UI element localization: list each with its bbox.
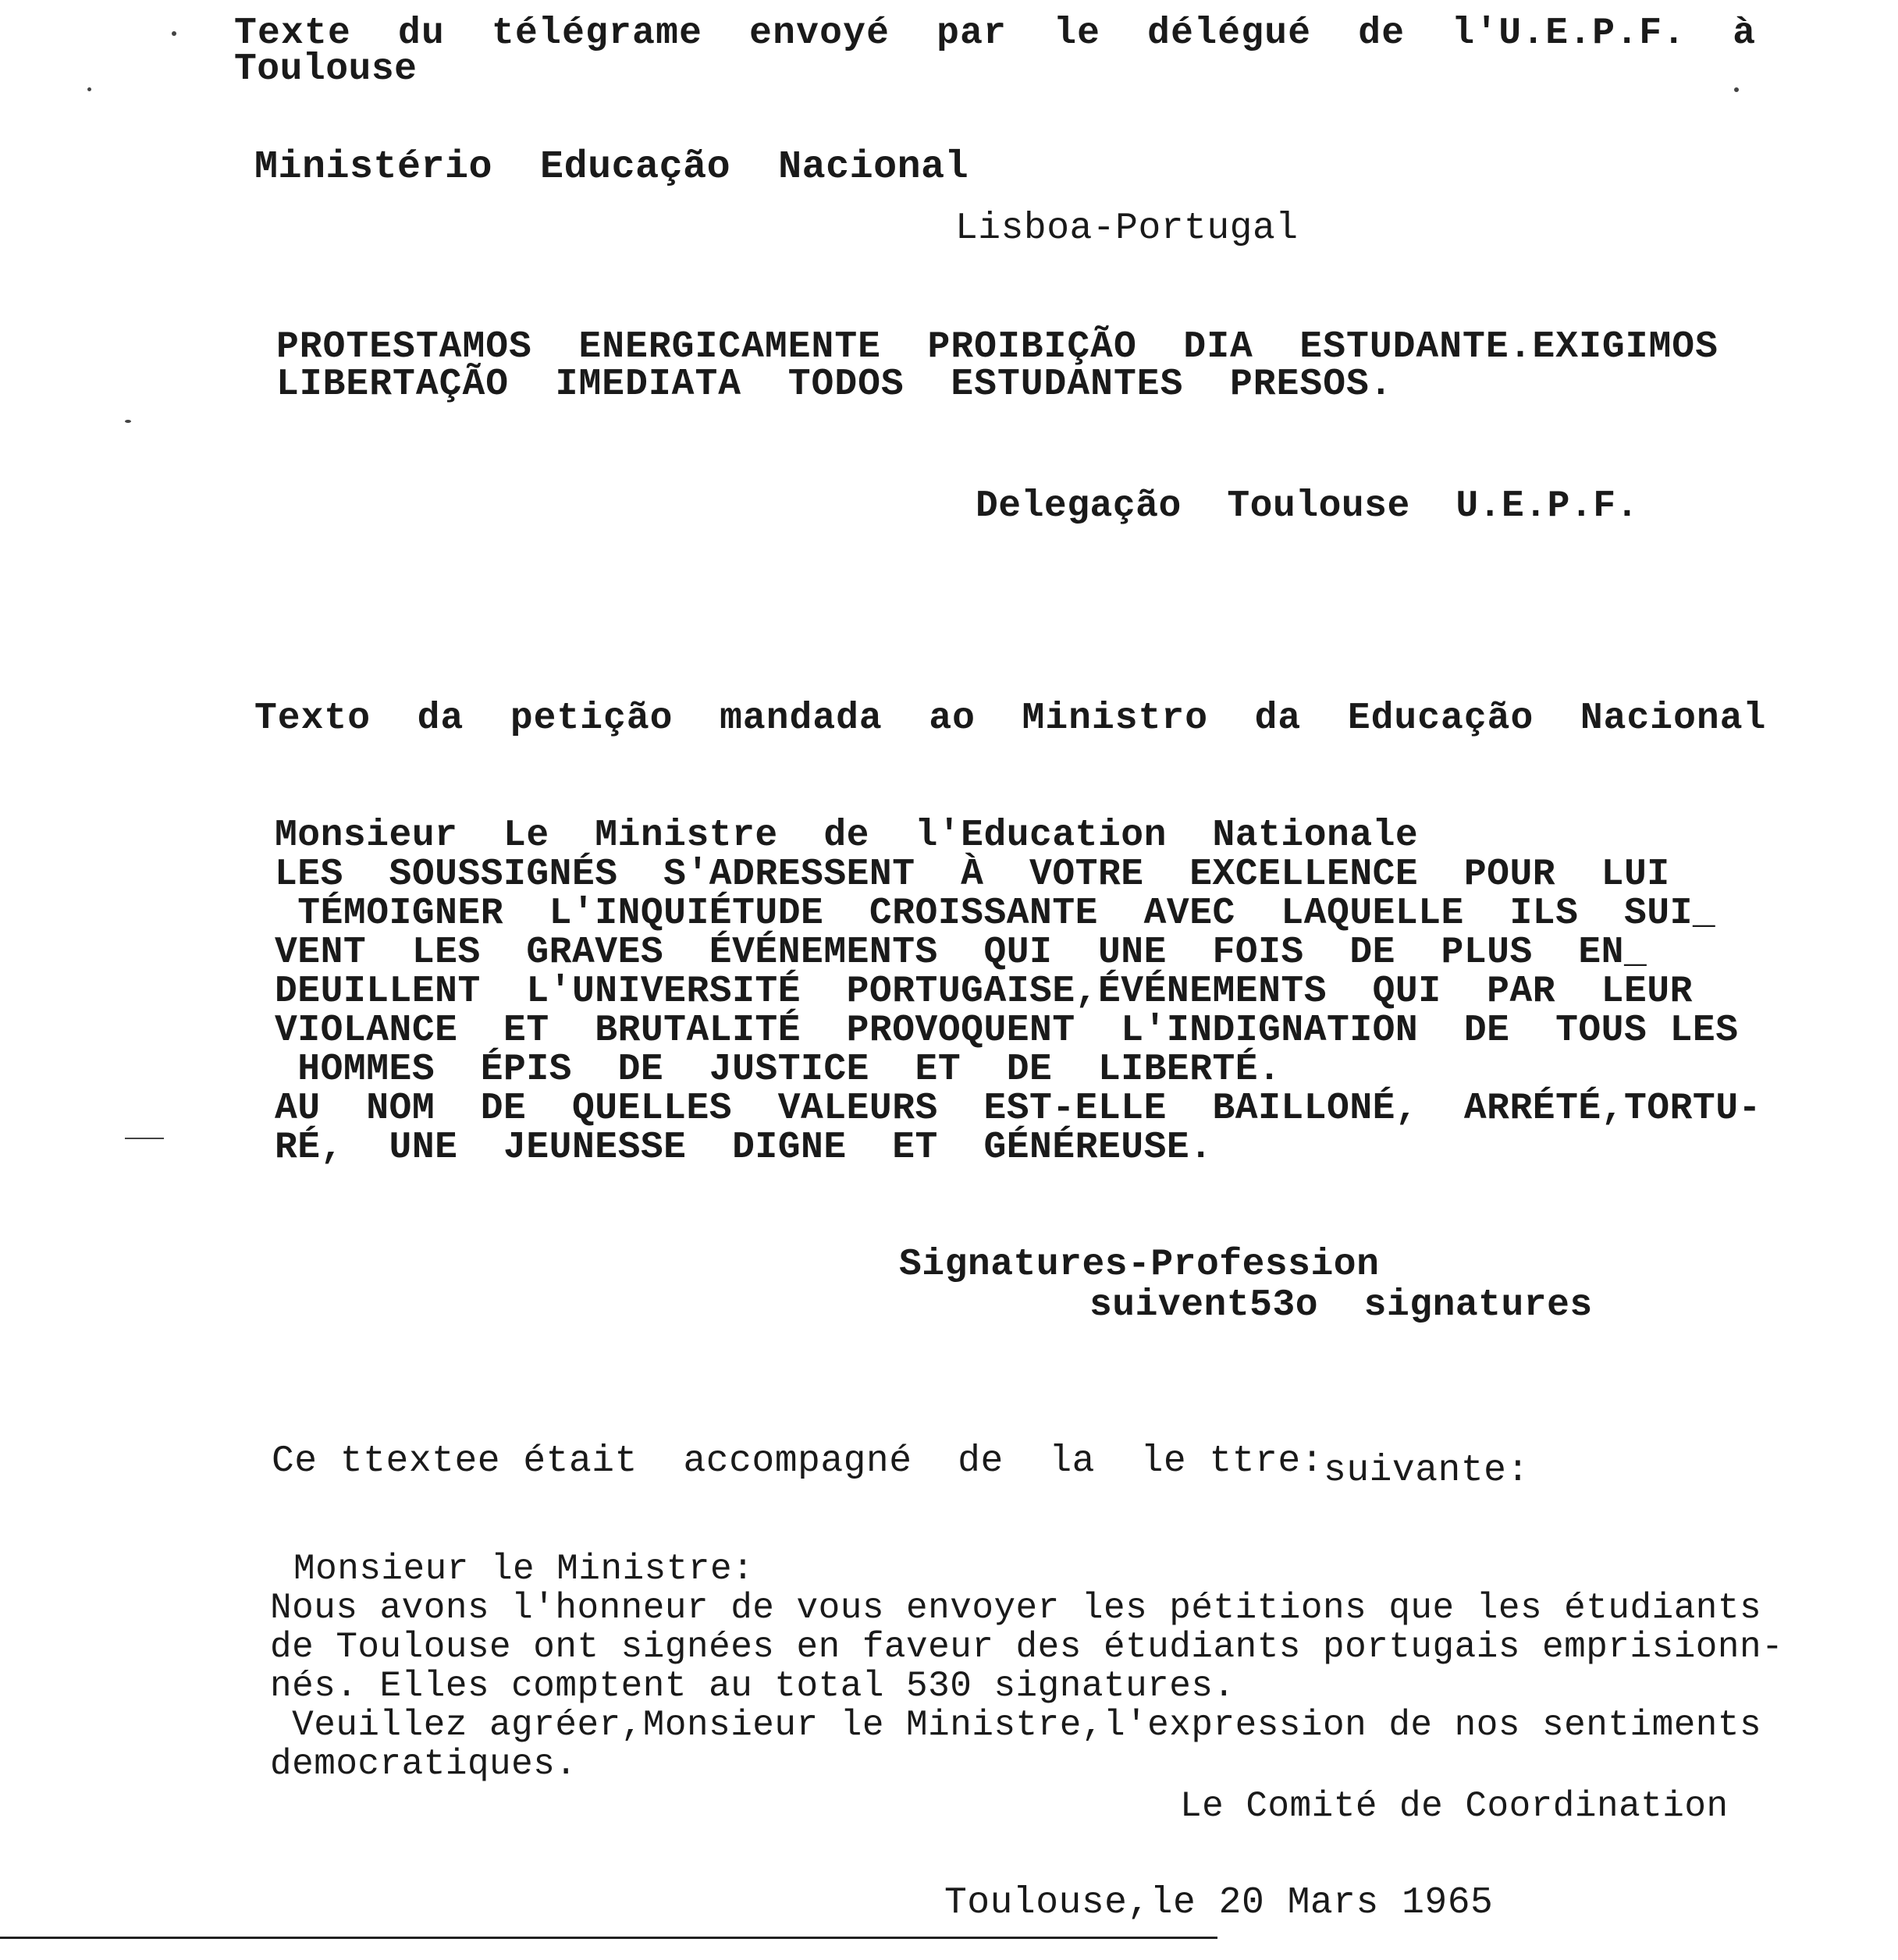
- petition-line: HOMMES ÉPIS DE JUSTICE ET DE LIBERTÉ.: [275, 1049, 1281, 1091]
- petition-line: RÉ, UNE JEUNESSE DIGNE ET GÉNÉREUSE.: [275, 1127, 1213, 1169]
- petition-heading: Texto da petição mandada ao Ministro da Educação Nacional: [254, 698, 1767, 740]
- letter-line: Veuillez agréer,Monsieur le Ministre,l'expression de nos sentiments: [270, 1705, 1762, 1745]
- letter-line: nés. Elles comptent au total 530 signatures.: [270, 1666, 1235, 1706]
- telegram-body-line1: PROTESTAMOS ENERGICAMENTE PROIBIÇÃO DIA ESTUDANTE.EXIGIMOS: [276, 326, 1719, 368]
- letter-salutation: Monsieur le Ministre:: [293, 1549, 755, 1589]
- telegram-body-line2: LIBERTAÇÃO IMEDIATA TODOS ESTUDANTES PRESOS.: [276, 364, 1393, 406]
- letter-intro-suffix: suivante:: [1324, 1450, 1530, 1492]
- petition-line: AU NOM DE QUELLES VALEURS EST-ELLE BAILLONÉ, ARRÉTÉ,TORTU-: [275, 1088, 1761, 1130]
- petition-signatures-count: suivent53o signatures: [1089, 1284, 1593, 1326]
- telegram-addressee: Ministério Educação Nacional: [254, 145, 969, 190]
- letter-intro-text: Ce ttextee était accompagné de la le ttre:: [272, 1440, 1324, 1482]
- petition-line: Monsieur Le Ministre de l'Education Nationale: [275, 815, 1419, 857]
- petition-line: DEUILLENT L'UNIVERSITÉ PORTUGAISE,ÉVÉNEMENTS QUI PAR LEUR: [275, 971, 1693, 1013]
- scan-speck: [1734, 87, 1739, 92]
- bottom-rule: [0, 1937, 1217, 1939]
- telegram-signature: Delegação Toulouse U.E.P.F.: [976, 485, 1639, 527]
- telegram-heading-line2: Toulouse: [234, 48, 418, 91]
- scan-speck: [87, 87, 91, 91]
- petition-line: TÉMOIGNER L'INQUIÉTUDE CROISSANTE AVEC LAQUELLE ILS SUI_: [275, 893, 1716, 935]
- scan-speck: [125, 1138, 164, 1139]
- letter-line: de Toulouse ont signées en faveur des étudiants portugais emprisionn-: [270, 1627, 1784, 1667]
- letter-date: Toulouse,le 20 Mars 1965: [944, 1882, 1494, 1924]
- petition-line: VIOLANCE ET BRUTALITÉ PROVOQUENT L'INDIGNATION DE TOUS LES: [275, 1010, 1739, 1052]
- telegram-location: Lisboa-Portugal: [955, 208, 1299, 250]
- telegram-heading-line1: Texte du télégrame envoyé par le délégué de l'U.E.P.F. à: [234, 12, 1757, 55]
- letter-intro: [272, 1440, 1530, 1492]
- letter-signature: Le Comité de Coordination: [1180, 1786, 1729, 1827]
- scan-speck: [125, 420, 131, 423]
- petition-line: VENT LES GRAVES ÉVÉNEMENTS QUI UNE FOIS DE PLUS EN_: [275, 932, 1647, 974]
- letter-line: Nous avons l'honneur de vous envoyer les pétitions que les étudiants: [270, 1588, 1762, 1628]
- petition-signatures-label: Signatures-Profession: [899, 1244, 1380, 1286]
- scan-speck: [172, 31, 176, 36]
- letter-line: democratiques.: [270, 1744, 578, 1784]
- petition-line: LES SOUSSIGNÉS S'ADRESSENT À VOTRE EXCELLENCE POUR LUI: [275, 854, 1670, 896]
